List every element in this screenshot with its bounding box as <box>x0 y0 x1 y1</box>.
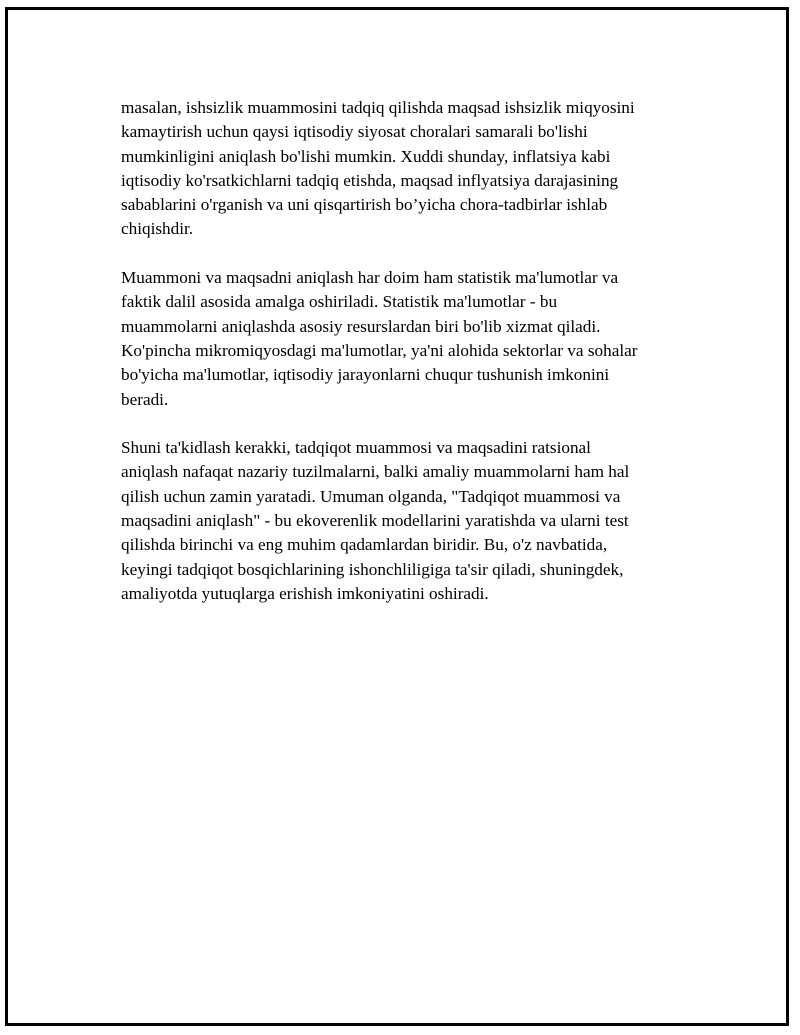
document-body <box>121 96 691 631</box>
paragraph-1 <box>121 96 691 242</box>
text-line: mumkinligini aniqlash bo'lishi mumkin. Xuddi shunday, inflatsiya kabi <box>121 146 611 166</box>
text-line: amaliyotda yutuqlarga erishish imkoniyatini oshiradi. <box>121 583 489 603</box>
text-line: chiqishdir. <box>121 219 194 239</box>
text-line: keyingi tadqiqot bosqichlarining ishonchliligiga ta'sir qiladi, shuningdek, <box>121 559 624 579</box>
text-line: beradi. <box>121 389 169 409</box>
paragraph-3 <box>121 436 691 606</box>
text-line: bo'yicha ma'lumotlar, iqtisodiy jarayonlarni chuqur tushunish imkonini <box>121 365 610 385</box>
text-line: qilish uchun zamin yaratadi. Umuman olganda, "Tadqiqot muammosi va <box>121 486 621 506</box>
text-line: qilishda birinchi va eng muhim qadamlardan biridir. Bu, o'z navbatida, <box>121 535 608 555</box>
text-line: maqsadini aniqlash" - bu ekoverenlik modellarini yaratishda va ularni test <box>121 511 629 531</box>
text-line: faktik dalil asosida amalga oshiriladi. Statistik ma'lumotlar - bu <box>121 292 558 312</box>
document-page <box>5 7 789 1026</box>
text-line: Shuni ta'kidlash kerakki, tadqiqot muammosi va maqsadini ratsional <box>121 438 591 458</box>
text-line: masalan, ishsizlik muammosini tadqiq qilishda maqsad ishsizlik miqyosini <box>121 98 635 117</box>
text-line: muammolarni aniqlashda asosiy resurslardan biri bo'lib xizmat qiladi. <box>121 316 601 336</box>
text-line: kamaytirish uchun qaysi iqtisodiy siyosat choralari samarali bo'lishi <box>121 122 588 142</box>
paragraph-2 <box>121 266 691 412</box>
text-line: Ko'pincha mikromiqyosdagi ma'lumotlar, ya'ni alohida sektorlar va sohalar <box>121 340 638 360</box>
text-line: sabablarini o'rganish va uni qisqartirish bo’yicha chora-tadbirlar ishlab <box>121 195 608 215</box>
text-line: aniqlash nafaqat nazariy tuzilmalarni, balki amaliy muammolarni ham hal <box>121 462 630 482</box>
text-line: iqtisodiy ko'rsatkichlarni tadqiq etishda, maqsad inflyatsiya darajasining <box>121 170 619 190</box>
text-line: Muammoni va maqsadni aniqlash har doim ham statistik ma'lumotlar va <box>121 268 619 288</box>
